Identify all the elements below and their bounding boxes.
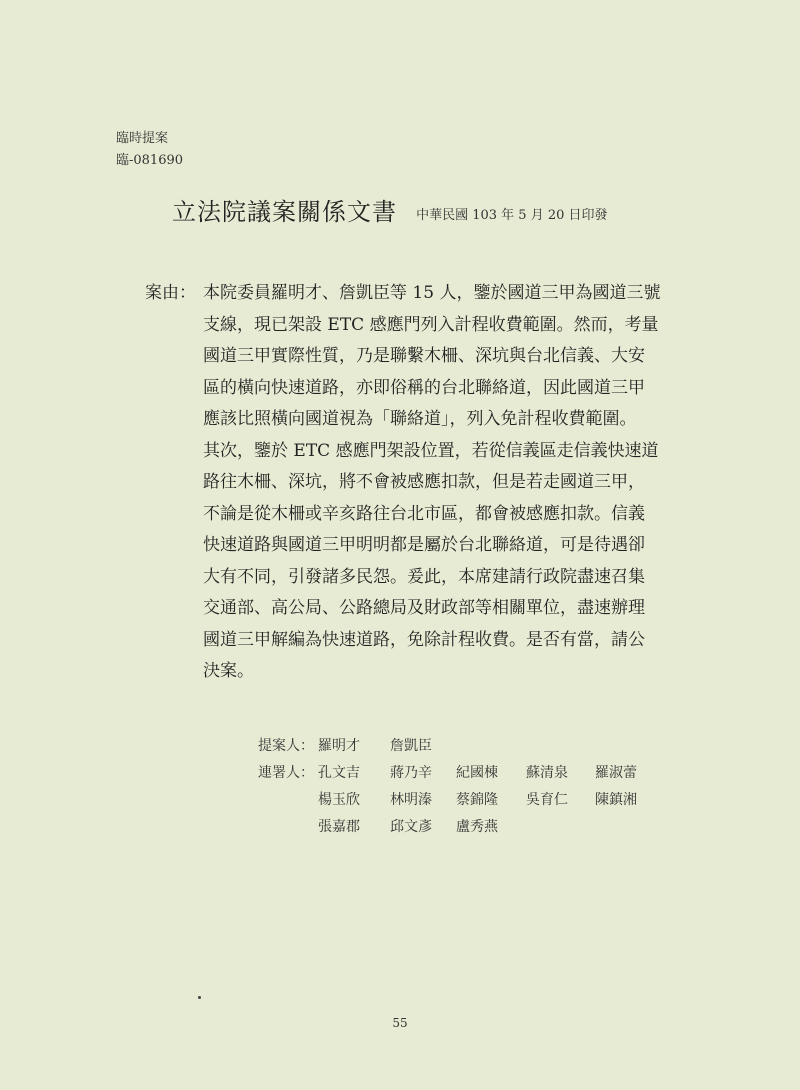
print-date: 中華民國 103 年 5 月 20 日印發 bbox=[416, 208, 608, 223]
motion-line: 快速道路與國道三甲明明都是屬於台北聯絡道，可是待遇卻 bbox=[203, 535, 645, 555]
motion-body bbox=[203, 278, 723, 688]
motion-line: 其次，鑒於 ETC 感應門架設位置，若從信義區走信義快速道 bbox=[203, 440, 659, 461]
title-row bbox=[172, 196, 608, 228]
motion-line: 國道三甲解編為快速道路，免除計程收費。是否有當，請公 bbox=[203, 629, 645, 650]
cosigner-name: 張嘉郡 bbox=[318, 819, 360, 835]
cosigner-name: 蔣乃辛 bbox=[390, 765, 432, 781]
cosigner-name: 楊玉欣 bbox=[318, 792, 360, 808]
motion-line: 路往木柵、深坑，將不會被感應扣款，但是若走國道三甲， bbox=[203, 472, 645, 492]
motion-label: 案由： bbox=[145, 283, 196, 303]
proposal-number: 臨-081690 bbox=[116, 153, 184, 168]
cosigner-name: 陳鎮湘 bbox=[595, 792, 637, 808]
cosigner-name: 林明溱 bbox=[390, 792, 432, 808]
motion-line: 國道三甲實際性質，乃是聯繫木柵、深坑與台北信義、大安 bbox=[203, 346, 645, 366]
cosigner-name: 邱文彥 bbox=[390, 819, 432, 835]
motion-line: 決案。 bbox=[203, 661, 254, 681]
motion-line: 支線，現已架設 ETC 感應門列入計程收費範圍。然而，考量 bbox=[203, 314, 659, 335]
proposal-type: 臨時提案 bbox=[116, 131, 169, 146]
cosigner-name: 蔡錦隆 bbox=[456, 792, 498, 808]
motion-line: 本院委員羅明才、詹凱臣等 15 人，鑒於國道三甲為國道三號 bbox=[203, 283, 661, 303]
cosigner-name: 紀國棟 bbox=[456, 765, 498, 781]
motion-line: 交通部、高公局、公路總局及財政部等相關單位，盡速辦理 bbox=[203, 598, 645, 618]
cosigner-name: 羅淑蕾 bbox=[595, 765, 637, 781]
proposer-label: 提案人： bbox=[258, 738, 314, 754]
motion-line: 應該比照橫向國道視為「聯絡道」，列入免計程收費範圍。 bbox=[203, 409, 637, 429]
motion-line: 區的橫向快速道路，亦即俗稱的台北聯絡道，因此國道三甲 bbox=[203, 377, 645, 398]
motion-line: 大有不同，引發諸多民怨。爰此，本席建請行政院盡速召集 bbox=[203, 566, 645, 587]
stray-mark bbox=[198, 996, 201, 999]
cosigner-name: 蘇清泉 bbox=[526, 765, 568, 781]
cosigner-name: 吳育仁 bbox=[526, 792, 568, 808]
cosigner-label: 連署人： bbox=[258, 765, 314, 781]
proposer-name: 詹凱臣 bbox=[390, 738, 432, 754]
page-number: 55 bbox=[392, 1016, 408, 1030]
cosigner-name: 孔文吉 bbox=[318, 765, 360, 781]
document-title: 立法院議案關係文書 bbox=[172, 198, 397, 226]
motion-line: 不論是從木柵或辛亥路往台北市區，都會被感應扣款。信義 bbox=[203, 503, 645, 524]
proposer-name: 羅明才 bbox=[318, 738, 360, 754]
cosigner-name: 盧秀燕 bbox=[456, 819, 498, 835]
